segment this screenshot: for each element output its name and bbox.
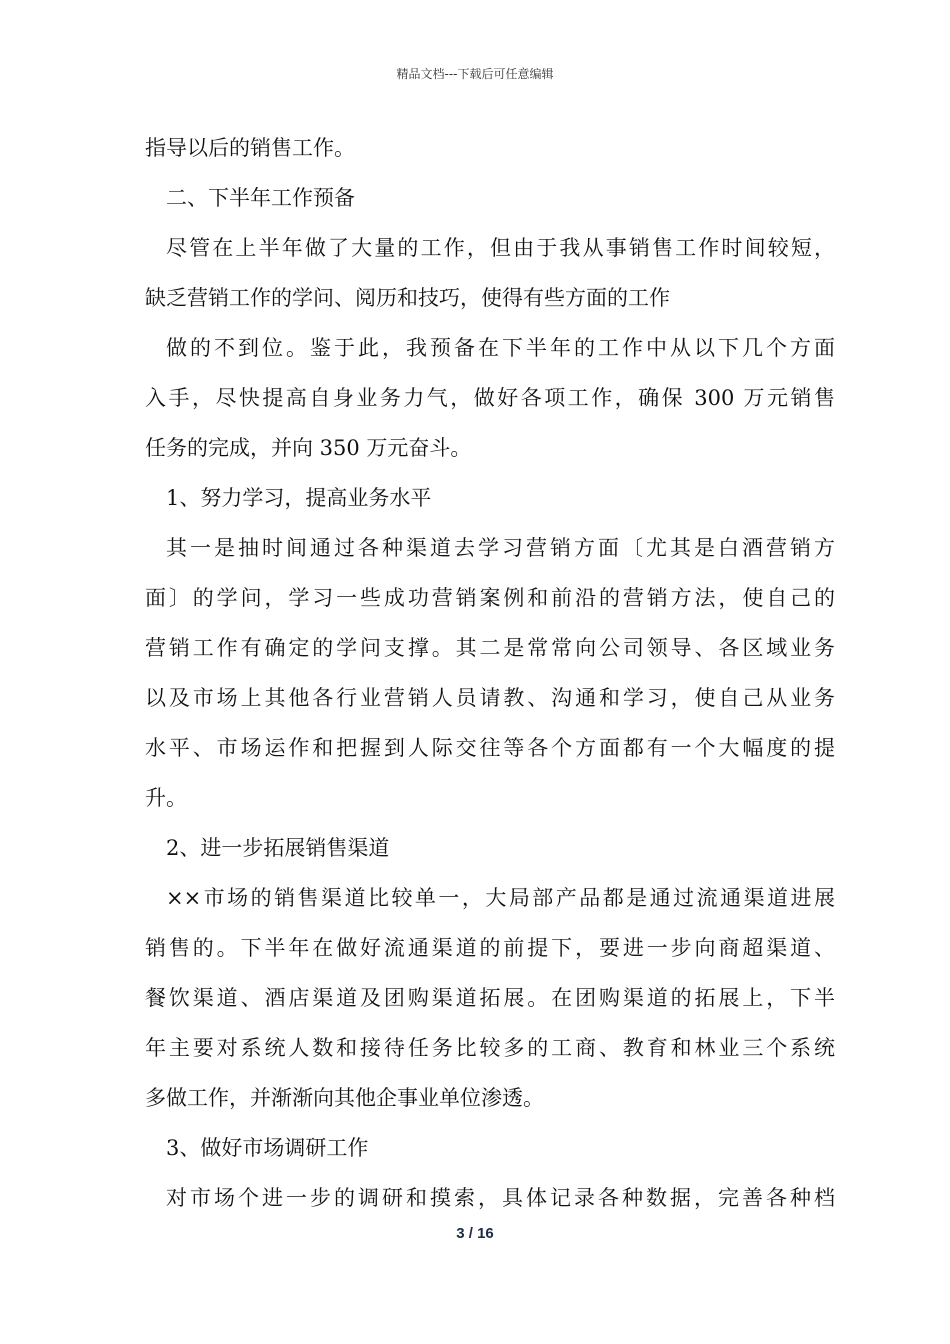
paragraph-line: 餐饮渠道、酒店渠道及团购渠道拓展。在团购渠道的拓展上，下半 — [145, 986, 835, 1010]
paragraph-line: 任务的完成，并向 350 万元奋斗。 — [145, 436, 472, 460]
paragraph-line: 其一是抽时间通过各种渠道去学习营销方面〔尤其是白酒营销方 — [166, 536, 835, 560]
paragraph-line: 水平、市场运作和把握到人际交往等各个方面都有一个大幅度的提 — [145, 736, 835, 760]
paragraph-line: 多做工作，并渐渐向其他企事业单位渗透。 — [145, 1086, 544, 1110]
subsection-heading: 3、做好市场调研工作 — [166, 1136, 369, 1160]
paragraph-line: 年主要对系统人数和接待任务比较多的工商、教育和林业三个系统 — [145, 1036, 835, 1060]
paragraph-line: 指导以后的销售工作。 — [145, 136, 355, 160]
page-number: 3 / 16 — [456, 1225, 494, 1242]
paragraph-line: 对市场个进一步的调研和摸索，具体记录各种数据，完善各种档 — [166, 1186, 835, 1210]
paragraph-line: 做的不到位。鉴于此，我预备在下半年的工作中从以下几个方面 — [166, 336, 835, 360]
section-heading: 二、下半年工作预备 — [166, 186, 355, 210]
paragraph-line: 营销工作有确定的学问支撑。其二是常常向公司领导、各区域业务 — [145, 636, 835, 660]
subsection-heading: 1、努力学习，提高业务水平 — [166, 486, 432, 510]
subsection-heading: 2、进一步拓展销售渠道 — [166, 836, 390, 860]
paragraph-line: 以及市场上其他各行业营销人员请教、沟通和学习，使自己从业务 — [145, 686, 835, 710]
paragraph-line: 面〕的学问，学习一些成功营销案例和前沿的营销方法，使自己的 — [145, 586, 835, 610]
paragraph-line: ××市场的销售渠道比较单一，大局部产品都是通过流通渠道进展 — [166, 886, 835, 910]
page-header: 精品文档---下载后可任意编辑 — [396, 67, 554, 81]
paragraph-line: 尽管在上半年做了大量的工作，但由于我从事销售工作时间较短， — [166, 236, 835, 260]
paragraph-line: 缺乏营销工作的学问、阅历和技巧，使得有些方面的工作 — [145, 286, 670, 310]
document-body — [145, 131, 835, 1231]
paragraph-line: 升。 — [145, 786, 187, 810]
paragraph-line: 入手，尽快提高自身业务力气，做好各项工作，确保 300 万元销售 — [145, 386, 835, 410]
paragraph-line: 销售的。下半年在做好流通渠道的前提下，要进一步向商超渠道、 — [145, 936, 835, 960]
